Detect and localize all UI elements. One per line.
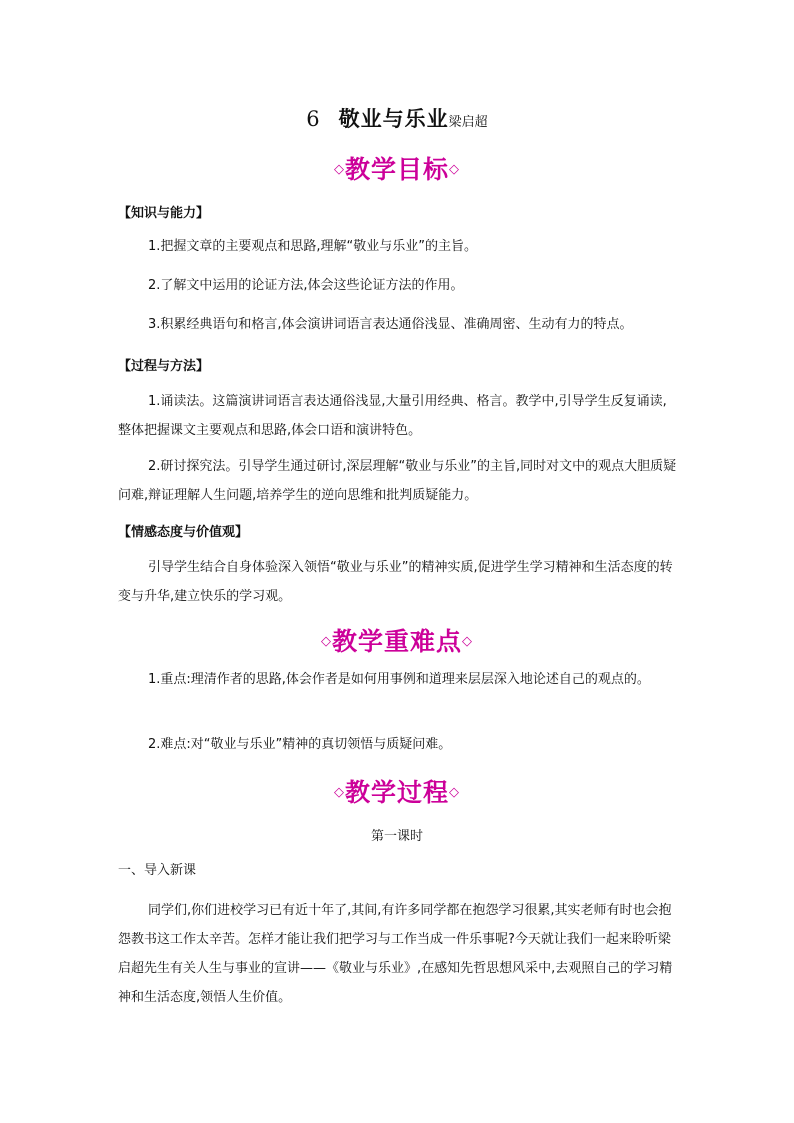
key-point-item: 1.重点:理清作者的思路,体会作者是如何用事例和道理来层层深入地论述自己的观点的。: [148, 672, 650, 687]
goal-item: 3.积累经典语句和格言,体会演讲词语言表达通俗浅显、准确周密、生动有力的特点。: [148, 317, 633, 332]
goal-item: 2.了解文中运用的论证方法,体会这些论证方法的作用。: [148, 278, 464, 293]
key-point-item: 2.难点:对“敬业与乐业”精神的真切领悟与质疑问难。: [148, 737, 452, 752]
diamond-icon: ◇: [320, 633, 332, 649]
diamond-icon: ◇: [333, 784, 345, 800]
lesson-title-text: 敬业与乐业: [338, 107, 449, 131]
subheading-method: 【过程与方法】: [118, 359, 210, 374]
emotion-text: 引导学生结合自身体验深入领悟“敬业与乐业”的精神实质,促进学生学习精神和生活态度的转变与升华,建立快乐的学习观。: [118, 560, 673, 604]
lesson-number: 6: [306, 107, 321, 131]
diamond-icon: ◇: [449, 161, 460, 177]
author-name: 梁启超: [448, 115, 488, 130]
goal-item: 1.把握文章的主要观点和思路,理解“敬业与乐业”的主旨。: [148, 239, 478, 254]
section-heading-goals: [0, 150, 794, 186]
section-heading-process: [0, 773, 794, 809]
lesson-period: 第一课时: [370, 829, 423, 844]
diamond-icon: ◇: [449, 784, 460, 800]
subheading-emotion: 【情感态度与价值观】: [118, 525, 249, 540]
section-heading-goals-text: 教学目标: [344, 155, 449, 184]
section-heading-key-points-text: 教学重难点: [331, 627, 462, 656]
lesson-title: [0, 103, 794, 133]
intro-paragraph: 同学们,你们进校学习已有近十年了,其间,有许多同学都在抱怨学习很累,其实老师有时也会抱怨教书这工作太辛苦。怎样才能让我们把学习与工作当成一件乐事呢?今天就让我们一起来聆听梁启超先生有关人生与事业的宣讲——《敬业与乐业》,在感知先哲思想风采中,去观照自己的学习精神和生活态度,领悟人生价值。: [118, 903, 673, 1005]
diamond-icon: ◇: [333, 161, 345, 177]
diamond-icon: ◇: [462, 633, 473, 649]
method-item: 2.研讨探究法。引导学生通过研讨,深层理解“敬业与乐业”的主旨,同时对文中的观点大胆质疑问难,辩证理解人生问题,培养学生的逆向思维和批判质疑能力。: [118, 459, 677, 503]
step-heading: 一、导入新课: [118, 863, 197, 878]
method-item: 1.诵读法。这篇演讲词语言表达通俗浅显,大量引用经典、格言。教学中,引导学生反复诵读,整体把握课文主要观点和思路,体会口语和演讲特色。: [118, 394, 667, 438]
section-heading-key-points: [0, 622, 794, 658]
subheading-knowledge: 【知识与能力】: [118, 206, 210, 221]
section-heading-process-text: 教学过程: [344, 778, 449, 807]
